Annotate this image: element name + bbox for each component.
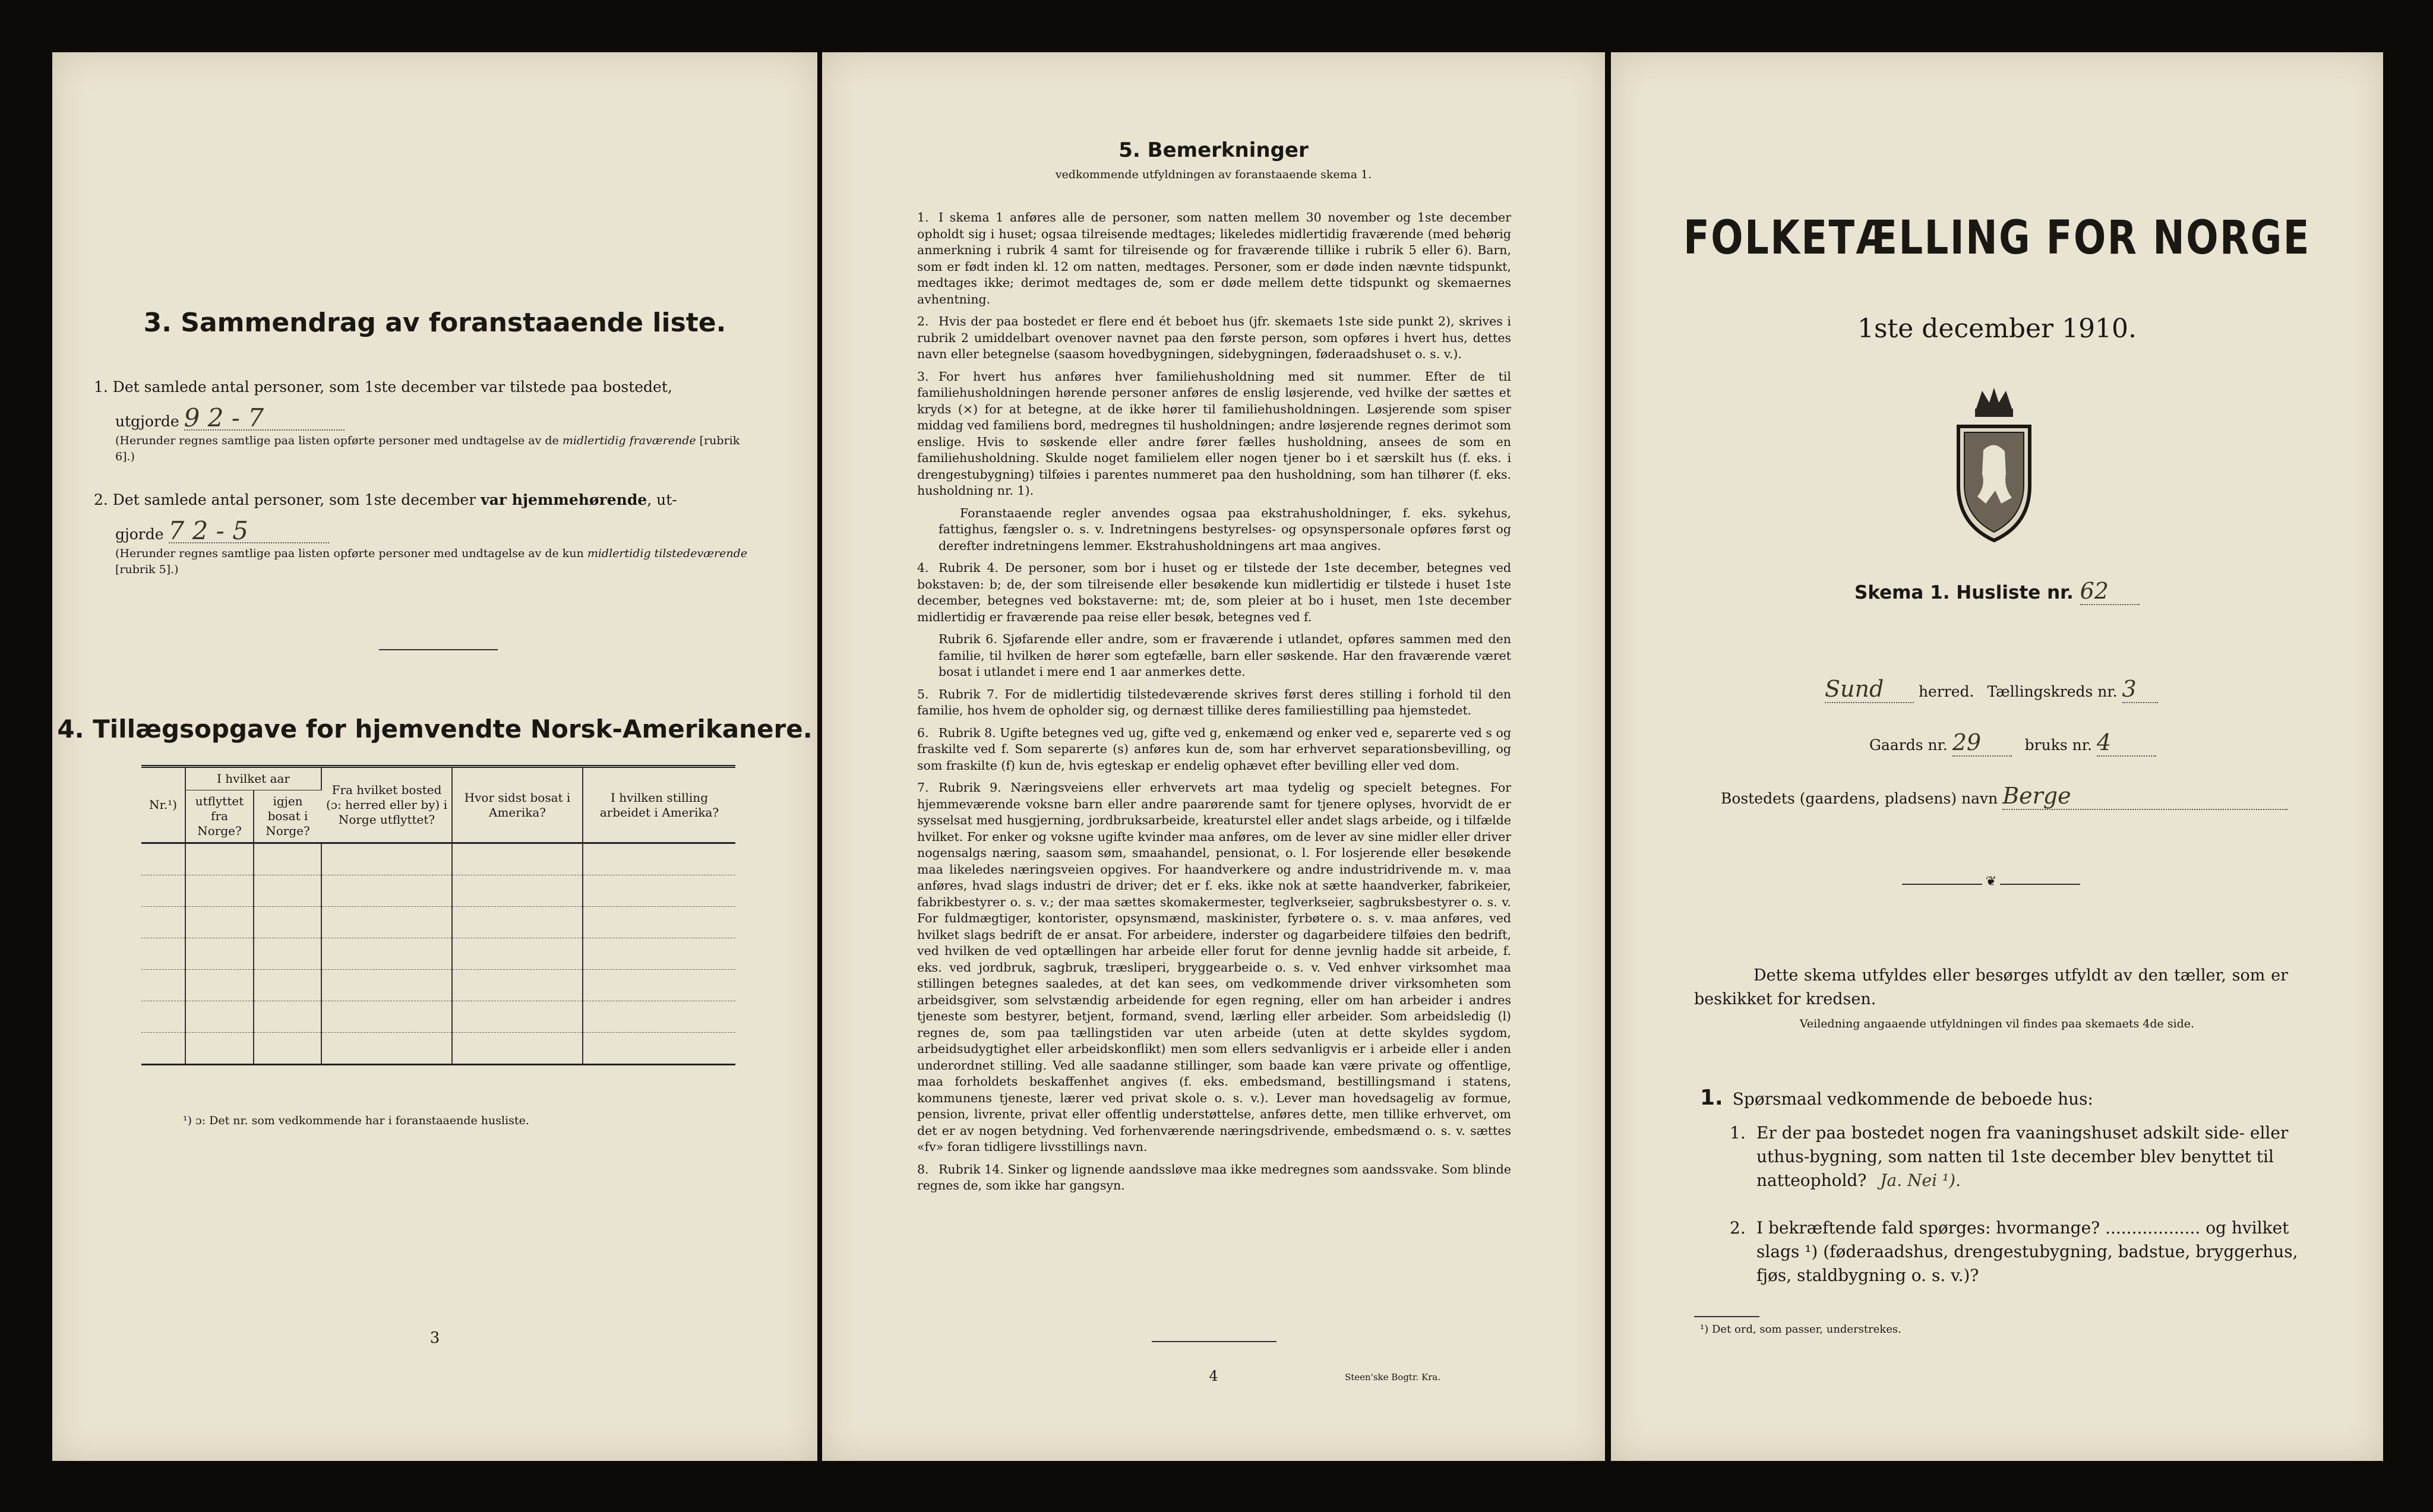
section3-item1-text: 1. Det samlede antal personer, som 1ste december var tilstede paa bostedet,: [94, 378, 672, 396]
ornament-divider: [1902, 874, 2080, 900]
col-group-year: I hvilket aar: [185, 768, 321, 790]
section4-table-body: [141, 843, 735, 1064]
remarks-list: [917, 210, 1511, 1200]
bruks-label: bruks nr.: [2024, 736, 2092, 754]
bosted-label: Bostedets (gaardens, pladsens) navn: [1721, 790, 1998, 807]
printer-mark: Steen'ske Bogtr. Kra.: [1345, 1372, 1441, 1383]
remark-item: 8. Rubrik 14. Sinker og lignende aandssløve maa ikke medregnes som aandssvake. Som blinde regnes de, som ikke har gangsyn.: [917, 1162, 1511, 1192]
coat-of-arms-icon: [1947, 385, 2042, 545]
section3-item2-label: gjorde: [115, 526, 164, 543]
section3-item1: [94, 376, 752, 465]
info-text: Dette skema utfyldes eller besørges utfyldt av den tæller, som er beskikket for kredsen.: [1694, 966, 2288, 1008]
herred-label: herred.: [1918, 683, 1974, 700]
remark-item: 3. For hvert hus anføres hver familiehusholdning med sit nummer. Efter de til familiehusholdningen hørende personer anføres de enslig løsjerende, ved hvilke der sættes et kryds (×) for at betegne, at de ikke hører til familiehusholdningen. Løsjerende som spiser middag ved familiens bord, medregnes til husholdningen; andre løsjerende regnes derimot som enslige. Hvis to søskende eller andre fører fælles husholdning, ansees de som en familiehusholdning. Skulde noget familielem eller nogen tjener bo i et særskilt hus (f. eks. i drengestubygning) tilføies i parentes nummeret paa den husholdning, som han tilhører (f. eks. husholdning nr. 1).: [917, 369, 1511, 498]
table-row: [141, 938, 735, 970]
bruks-value: 4: [2097, 729, 2156, 757]
remarks-title: 5. Bemerkninger: [1118, 138, 1309, 162]
middle-page-number: 4: [1209, 1368, 1218, 1384]
question-1-answer: Ja. Nei ¹).: [1880, 1171, 1961, 1190]
remark-item: Rubrik 6. Sjøfarende eller andre, som er fraværende i utlandet, opføres sammen med den familie, til hvilken de hører som egtefælle, barn eller søskende. Har den fraværende været bosat i utlandet i mere end 1 aar anmerkes dette.: [939, 632, 1511, 679]
question-2: [1730, 1216, 2300, 1288]
table-row: [141, 1033, 735, 1064]
census-title: FOLKETÆLLING FOR NORGE: [1683, 211, 2311, 265]
question-heading: [1700, 1086, 2093, 1110]
col-returned: igjen bosat i Norge?: [254, 790, 321, 843]
left-page: [52, 52, 817, 1461]
info-small: Veiledning angaaende utfyldningen vil findes paa skemaets 4de side.: [1799, 1017, 2195, 1030]
table-row: [141, 843, 735, 875]
table-row: [141, 875, 735, 907]
kreds-label: Tællingskreds nr.: [1987, 683, 2118, 700]
col-emigrated: utflyttet fra Norge?: [185, 790, 254, 843]
husliste-number: 62: [2080, 578, 2140, 605]
remark-item: Foranstaaende regler anvendes ogsaa paa ekstrahusholdninger, f. eks. sykehus, fattighus, fængsler o. s. v. Indretningens bestyrelses- og opsynspersonale opføres først og derefter indretningens lemmer. Ekstrahusholdningens art maa angives.: [939, 505, 1511, 553]
remarks-divider: [1152, 1341, 1276, 1342]
section3-item2-value: 7 2 - 5: [169, 520, 329, 543]
question-heading-text: Spørsmaal vedkommende de beboede hus:: [1732, 1089, 2093, 1109]
question-2-text: I bekræftende fald spørges: hvormange? .................. og hvilket slags ¹) (føderaadshus, drengestubygning, badstue, bryggerhus, fjøs, staldbygning o. s. v.)?: [1756, 1218, 2298, 1285]
table-row: [141, 907, 735, 938]
bosted-value: Berge: [2002, 783, 2287, 810]
table-row: [141, 970, 735, 1001]
section3-item2-text: 2. Det samlede antal personer, som 1ste december var hjemmehørende, ut-: [94, 491, 677, 508]
question-2-number: 2.: [1730, 1218, 1746, 1238]
section3-item2: [94, 489, 752, 578]
question-1: [1730, 1121, 2300, 1192]
middle-page: [822, 52, 1605, 1461]
section3-item1-value: 9 2 - 7: [184, 407, 345, 431]
right-page: [1611, 52, 2383, 1461]
herred-value: Sund: [1825, 676, 1914, 703]
kreds-value: 3: [2122, 676, 2158, 703]
section4-table: [141, 768, 735, 1064]
skema-label: Skema 1. Husliste nr.: [1854, 582, 2074, 603]
gaards-value: 29: [1952, 729, 2012, 757]
remarks-subtitle: vedkommende utfyldningen av foranstaaende skema 1.: [1055, 168, 1372, 181]
section4-footnote: ¹) ɔ: Det nr. som vedkommende har i foranstaaende husliste.: [183, 1114, 529, 1127]
question-1-text: Er der paa bostedet nogen fra vaaningshuset adskilt side- eller uthus-bygning, som natten til 1ste december blev benyttet til natteophold?: [1756, 1123, 2289, 1190]
remark-item: 7. Rubrik 9. Næringsveiens eller erhvervets art maa tydelig og specielt betegnes. For hjemmeværende voksne barn eller andre paarørende samt for tjenere oplyses, hvorvidt de er sysselsat med husgjerning, jordbruksarbeide, kreaturstel eller andet slags arbeide, og i tilfælde hvilket. For enker og voksne ugifte kvinder maa anføres, om de lever av sine midler eller driver nogensalgs næring, saasom søm, smaahandel, pensionat, o. l. For losjerende eller besøkende maa likeledes næringsveien opgives. For haandverkere og andre industridrivende m. v. maa anføres, hvad slags industri de driver; det er f. eks. ikke nok at sætte haandverker, fabrikeier, fabrikbestyrer o. s. v.; der maa sættes skomakermester, teglverkseier, sagbruksbestyrer o. s. v. For fuldmægtiger, kontorister, opsynsmænd, maskinister, fyrbøtere o. s. v. maa anføres, ved hvilket slags bedrift de er ansat. For arbeidere, inderster og dagarbeidere tilføies den bedrift, ved hvilken de ved optællingen har arbeide eller forut for denne jevnlig hadde sit arbeide, f. eks. ved jordbruk, sagbruk, træsliperi, bryggearbeide o. s. v. Ved enhver virksomhet maa stillingen betegnes saaledes, at det kan sees, om vedkommende driver virksomheten som arbeidsgiver, som selvstændig arbeidende for egen regning, eller om han arbeider i andres tjeneste som bestyrer, betjent, formand, svend, lærling eller arbeider. Som arbeidsledig (l) regnes de, som paa tællingstiden var uten arbeide (uten at dette skyldes sygdom, arbeidsudygtighet eller arbeidskonflikt) men som ellers sedvanligvis er i arbeide eller i anden underordnet stilling. Ved alle saadanne stillinger, som baade kan være private og offentlige, maa forholdets beskaffenhet angives (f. eks. embedsmand, bestillingsmand i statens, kommunens tjeneste, lærer ved privat skole o. s. v.). Lever man hovedsagelig av formue, pension, livrente, privat eller offentlig understøttelse, anføres dette, men tillike erhvervet, om det er av nogen betydning. Ved forhenværende næringsdrivende, embedsmænd o. s. v. sættes «fv» foran tidligere livsstillings navn.: [917, 780, 1511, 1154]
remark-item: 6. Rubrik 8. Ugifte betegnes ved ug, gifte ved g, enkemænd og enker ved e, separerte ved s og fraskilte ved f. Som separerte (s) anføres kun de, som har erhvervet separationsbevilling, og som fraskilte (f) kun de, hvis egteskap er endelig ophævet efter bevilling eller ved dom.: [917, 725, 1511, 773]
skema-line: [1854, 578, 2140, 605]
right-footnote-divider: [1694, 1316, 1759, 1317]
right-footnote: ¹) Det ord, som passer, understrekes.: [1700, 1323, 1901, 1336]
col-america: Hvor sidst bosat i Amerika?: [452, 768, 583, 843]
remark-item: 5. Rubrik 7. For de midlertidig tilstedeværende skrives først deres stilling i forhold til den familie, hos hvem de opholder sig, og dernæst tillike deres familiestilling paa hjemstedet.: [917, 687, 1511, 717]
col-from: Fra hvilket bosted (ɔ: herred eller by) i Norge utflyttet?: [321, 768, 452, 843]
bosted-line: [1721, 783, 2287, 810]
section3-title: 3. Sammendrag av foranstaaende liste.: [143, 308, 726, 338]
remark-item: 4. Rubrik 4. De personer, som bor i huset og er tilstede der 1ste december, betegnes ved bokstaven: b; de, der som tilreisende eller besøkende kun midlertidig er tilstede i huset 1ste december, betegnes ved bokstaverne: mt; de, som pleier at bo i huset, men 1ste december midlertidig er fraværende paa reise eller besøk, betegnes ved f.: [917, 561, 1511, 624]
section-divider: [379, 649, 498, 650]
left-page-number: 3: [429, 1329, 440, 1347]
col-occupation: I hvilken stilling arbeidet i Amerika?: [583, 768, 735, 843]
section4-table-wrap: [141, 765, 735, 1065]
remark-item: 2. Hvis der paa bostedet er flere end ét beboet hus (jfr. skemaets 1ste side punkt 2), skrives i rubrik 2 umiddelbart ovenover navnet paa den første person, som opføres i hvert hus, dettes navn eller betegnelse (saasom hovedbygningen, sidebygningen, føderaadshuset o. s. v.).: [917, 314, 1511, 361]
section3-item1-note: (Herunder regnes samtlige paa listen opførte personer med undtagelse av de midlertidig fraværende [rubrik 6].): [115, 434, 740, 463]
ornament-icon: ❦: [1982, 874, 2000, 889]
table-row: [141, 1001, 735, 1033]
col-nr: Nr.¹): [141, 768, 185, 843]
census-date: 1ste december 1910.: [1857, 314, 2137, 344]
question-heading-number: 1.: [1700, 1086, 1723, 1110]
herred-line: [1825, 676, 2158, 703]
section4-title: 4. Tillægsopgave for hjemvendte Norsk-Amerikanere.: [57, 714, 813, 744]
question-1-number: 1.: [1730, 1123, 1746, 1143]
remark-item: 1. I skema 1 anføres alle de personer, som natten mellem 30 november og 1ste december opholdt sig i huset; ogsaa tilreisende medtages; likeledes midlertidig fraværende (med behørig anmerkning i rubrik 4 samt for tilreisende og for fraværende tillike i rubrik 5 eller 6). Barn, som er født inden kl. 12 om natten, medtages. Personer, som er døde inden nævnte tidspunkt, medtages ikke; derimot medtages de, som er døde mellem dette tidspunkt og skemaernes avhentning.: [917, 210, 1511, 306]
section3-item2-note: (Herunder regnes samtlige paa listen opførte personer med undtagelse av de kun midlertidig tilstedeværende [rubrik 5].): [115, 547, 748, 576]
gaards-label: Gaards nr.: [1869, 736, 1948, 754]
gaard-line: [1869, 729, 2156, 757]
section3-item1-label: utgjorde: [115, 413, 179, 430]
